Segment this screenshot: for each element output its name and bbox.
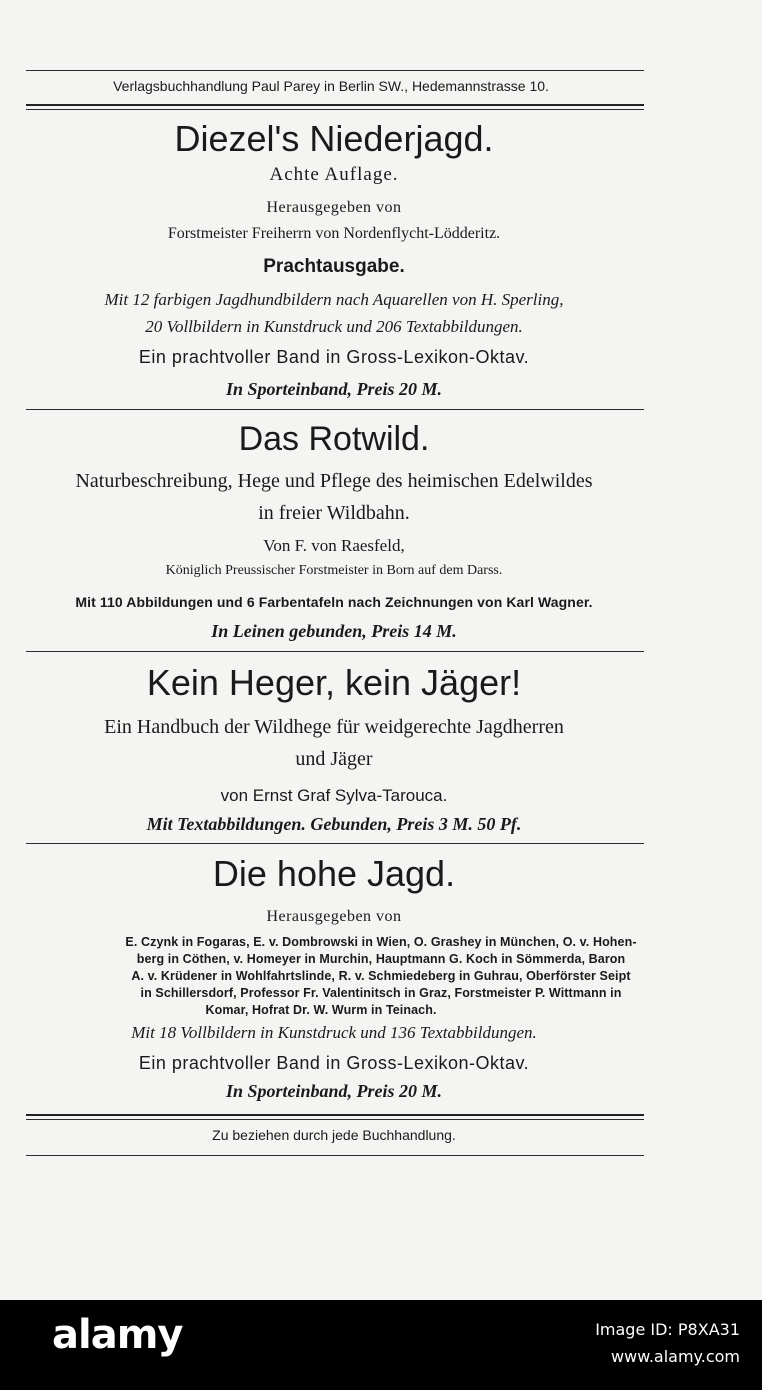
ad3-subtitle-line1: Ein Handbuch der Wildhege für weidgerechte Jagdherren (104, 716, 564, 738)
alamy-logo: alamy (52, 1312, 183, 1358)
ad1-editor-label: Herausgegeben von (266, 199, 402, 216)
ad1-variant: Prachtausgabe. (263, 256, 405, 277)
image-id: Image ID: P8XA31 (595, 1320, 740, 1339)
ad3-title: Kein Heger, kein Jäger! (146, 662, 522, 703)
ad4-contributors-line: in Schillersdorf, Professor Fr. Valentinitsch in Graz, Forstmeister P. Wittmann in (140, 986, 622, 1000)
ad3-author: von Ernst Graf Sylva-Tarouca. (220, 786, 448, 805)
ad4-price: In Sporteinband, Preis 20 M. (225, 1081, 443, 1101)
ad4-title: Die hohe Jagd. (212, 853, 456, 894)
ad4-desc: Mit 18 Vollbildern in Kunstdruck und 136 Textabbildungen. (131, 1023, 537, 1042)
ad1-desc-line2: 20 Vollbildern in Kunstdruck und 206 Textabbildungen. (145, 317, 523, 336)
bottom-rule (26, 1114, 644, 1116)
ad1-title: Diezel's Niederjagd. (174, 118, 494, 159)
footer-note: Zu beziehen durch jede Buchhandlung. (212, 1127, 456, 1143)
ad2-illustrations: Mit 110 Abbildungen und 6 Farbentafeln nach Zeichnungen von Karl Wagner. (75, 594, 593, 610)
ad4-contributors-line: Komar, Hofrat Dr. W. Wurm in Teinach. (205, 1003, 437, 1017)
watermark-url: www.alamy.com (611, 1347, 740, 1366)
ad1-editor-name: Forstmeister Freiherrn von Nordenflycht-Lödderitz. (167, 225, 501, 242)
ad1-price: In Sporteinband, Preis 20 M. (225, 379, 443, 399)
ad1-format: Ein prachtvoller Band in Gross-Lexikon-Oktav. (138, 347, 530, 367)
ad1-desc-line1: Mit 12 farbigen Jagdhundbildern nach Aquarellen von H. Sperling, (104, 290, 564, 309)
header-rule (26, 104, 644, 106)
ad2-price: In Leinen gebunden, Preis 14 M. (211, 621, 457, 641)
ad4-contributors-line: berg in Cöthen, v. Homeyer in Murchin, Hauptmann G. Koch in Sömmerda, Baron (136, 952, 626, 966)
ad3-price: Mit Textabbildungen. Gebunden, Preis 3 M. 50 Pf. (146, 814, 522, 834)
final-rule (26, 1155, 644, 1156)
ad4-editor-label: Herausgegeben von (266, 908, 402, 925)
ad2-subtitle-line2: in freier Wildbahn. (258, 502, 410, 524)
divider-3 (26, 843, 644, 844)
header-rule-2 (26, 109, 644, 110)
divider-2 (26, 651, 644, 652)
ad4-format: Ein prachtvoller Band in Gross-Lexikon-Oktav. (138, 1053, 530, 1073)
publisher-header: Verlagsbuchhandlung Paul Parey in Berlin SW., Hedemannstrasse 10. (113, 78, 549, 94)
ad1-edition: Achte Auflage. (269, 164, 399, 185)
divider-1 (26, 409, 644, 410)
ad2-author-title: Königlich Preussischer Forstmeister in Born auf dem Darss. (165, 563, 503, 578)
ad2-author: Von F. von Raesfeld, (263, 536, 405, 555)
ad4-contributors-line: E. Czynk in Fogaras, E. v. Dombrowski in Wien, O. Grashey in München, O. v. Hohen- (125, 935, 637, 949)
ad4-contributors-line: A. v. Krüdener in Wohlfahrtslinde, R. v. Schmiedeberg in Guhrau, Oberförster Seipt (131, 969, 631, 983)
top-rule (26, 70, 644, 71)
ad3-subtitle-line2: und Jäger (295, 748, 373, 770)
ad2-title: Das Rotwild. (238, 420, 430, 458)
bottom-rule-2 (26, 1119, 644, 1120)
ad2-subtitle-line1: Naturbeschreibung, Hege und Pflege des heimischen Edelwildes (75, 470, 593, 492)
